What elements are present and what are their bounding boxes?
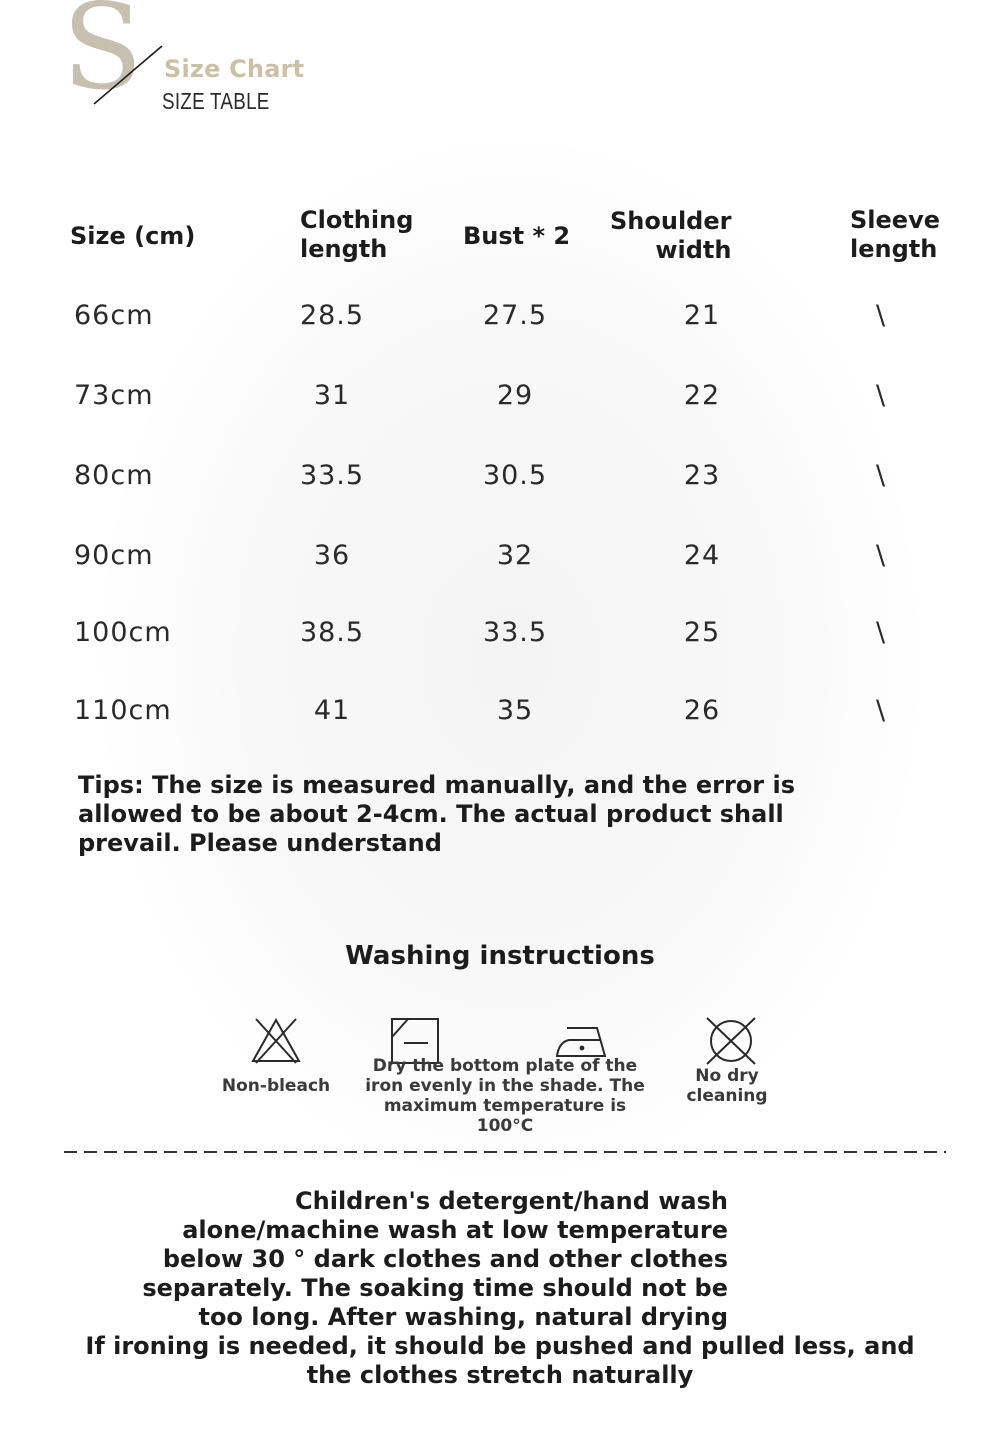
sleeve-length-cell: \ [875, 540, 887, 571]
dry-in-shade-label: Dry the bottom plate of the iron evenly in the shade. The maximum temperature is 100°C [365, 1056, 645, 1136]
sleeve-length-cell: \ [875, 380, 887, 411]
size-cell: 66cm [74, 300, 154, 331]
bust-cell: 29 [496, 380, 534, 411]
page-subtitle: SIZE TABLE [162, 88, 270, 114]
column-header-bust: Bust * 2 [463, 222, 571, 250]
sleeve-length-cell: \ [875, 460, 887, 491]
no-dry-clean-label: No dry cleaning [686, 1066, 768, 1106]
size-cell: 90cm [74, 540, 154, 571]
clothing-length-cell: 28.5 [299, 300, 365, 331]
shoulder-width-cell: 25 [683, 617, 721, 648]
clothing-length-cell: 41 [313, 695, 351, 726]
page-title: Size Chart [164, 55, 305, 83]
clothing-length-cell: 31 [313, 380, 351, 411]
logo-slash-icon [92, 44, 164, 106]
no-bleach-icon [250, 1017, 302, 1065]
clothing-length-cell: 33.5 [299, 460, 365, 491]
bust-cell: 27.5 [482, 300, 548, 331]
bust-cell: 32 [496, 540, 534, 571]
column-header-sleeve-length: Sleeve length [850, 206, 940, 263]
washing-title: Washing instructions [345, 941, 655, 971]
size-cell: 100cm [74, 617, 172, 648]
background-glow [100, 140, 920, 1180]
dashed-divider [64, 1151, 946, 1153]
logo-letter: S [62, 0, 143, 116]
clothing-length-cell: 38.5 [299, 617, 365, 648]
iron-low-icon [555, 1022, 609, 1060]
sleeve-length-cell: \ [875, 300, 887, 331]
shoulder-width-cell: 23 [683, 460, 721, 491]
size-cell: 80cm [74, 460, 154, 491]
bust-cell: 30.5 [482, 460, 548, 491]
clothing-length-cell: 36 [313, 540, 351, 571]
sleeve-length-cell: \ [875, 617, 887, 648]
sleeve-length-cell: \ [875, 695, 887, 726]
column-header-clothing-length: Clothing length [300, 206, 414, 263]
column-header-shoulder-width: Shoulder width [610, 207, 732, 264]
bust-cell: 35 [496, 695, 534, 726]
size-cell: 73cm [74, 380, 154, 411]
size-cell: 110cm [74, 695, 172, 726]
care-instructions: Children's detergent/hand wash alone/machine wash at low temperature below 30 ° dark clothes and other clothes separately. The soaking time should not be too long. After washing, natural drying [142, 1187, 728, 1331]
ironing-instructions: If ironing is needed, it should be pushed and pulled less, and the clothes stretch naturally [85, 1332, 915, 1389]
bust-cell: 33.5 [482, 617, 548, 648]
no-dry-clean-icon [704, 1016, 758, 1066]
shoulder-width-cell: 26 [683, 695, 721, 726]
size-tips: Tips: The size is measured manually, and the error is allowed to be about 2-4cm. The actual product shall prevail. Please understand [78, 771, 796, 857]
column-header-size: Size (cm) [70, 222, 196, 250]
shoulder-width-cell: 24 [683, 540, 721, 571]
shoulder-width-cell: 22 [683, 380, 721, 411]
no-bleach-label: Non-bleach [221, 1076, 331, 1096]
shoulder-width-cell: 21 [683, 300, 721, 331]
